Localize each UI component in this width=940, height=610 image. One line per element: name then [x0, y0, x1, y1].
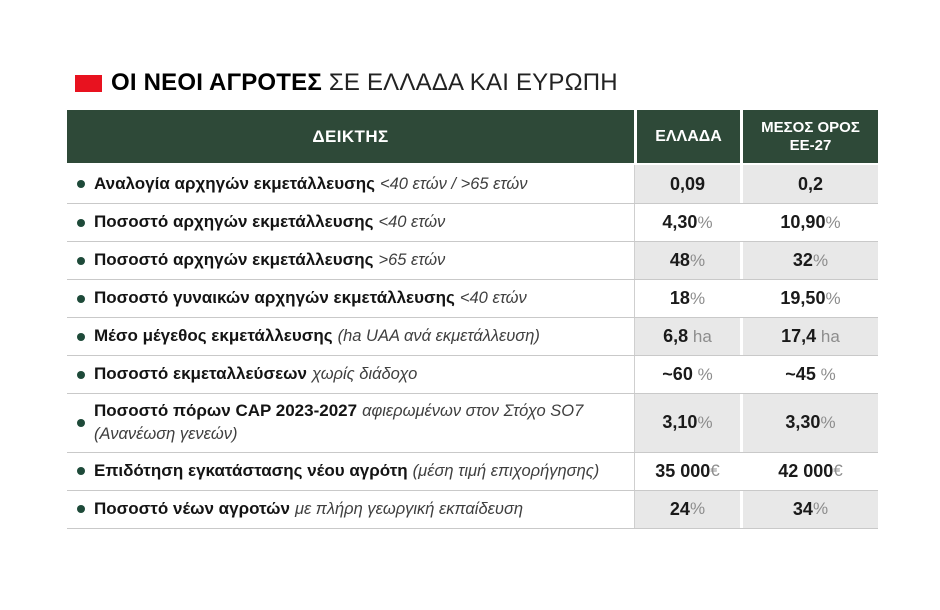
- greece-value: 48: [669, 250, 690, 270]
- greece-value: 24: [669, 498, 690, 519]
- eu-value: ~45: [785, 364, 816, 384]
- greece-unit: ha: [688, 326, 712, 346]
- table-row: [67, 452, 878, 490]
- greece-value: 0,09: [669, 173, 706, 194]
- indicator-cell: [67, 356, 634, 393]
- table-row: [67, 203, 878, 241]
- row-label-bold: Επιδότηση εγκατάστασης νέου αγρότη: [94, 460, 408, 480]
- row-label-bold: Αναλογία αρχηγών εκμετάλλευσης: [94, 173, 375, 193]
- eu-unit: €: [833, 461, 843, 481]
- eu-value-cell: [740, 242, 878, 279]
- eu-value: 10,90: [780, 212, 826, 232]
- row-label: [94, 400, 624, 446]
- row-label-qualifier: >65 ετών: [378, 251, 446, 270]
- row-label-bold: Ποσοστό αρχηγών εκμετάλλευσης: [94, 250, 374, 270]
- eu-value-cell: [740, 356, 878, 393]
- greece-value: ~60: [662, 364, 693, 384]
- bullet-icon: [77, 257, 85, 265]
- header-indicator: ΔΕΙΚΤΗΣ: [67, 110, 634, 163]
- row-label-qualifier: <40 ετών: [378, 213, 446, 232]
- greece-unit: %: [697, 212, 713, 232]
- row-label-bold: Ποσοστό νέων αγροτών: [94, 498, 290, 518]
- row-label: [94, 498, 523, 521]
- row-label-qualifier: (μέση τιμή επιχορήγησης): [412, 461, 600, 480]
- row-label: [94, 325, 540, 348]
- indicator-cell: [67, 165, 634, 203]
- table-row: [67, 165, 878, 203]
- row-label: [94, 287, 527, 310]
- indicator-cell: [67, 242, 634, 279]
- row-label-qualifier: <40 ετών / >65 ετών: [379, 174, 528, 193]
- indicator-cell: [67, 318, 634, 355]
- title-bold: ΟΙ ΝΕΟΙ ΑΓΡΟΤΕΣ: [111, 69, 322, 96]
- eu-value: 34: [792, 498, 813, 519]
- bullet-icon: [77, 371, 85, 379]
- greece-value: 4,30: [662, 212, 698, 232]
- greece-value-cell: [634, 356, 740, 393]
- row-label: [94, 249, 445, 272]
- red-square-icon: [75, 75, 102, 92]
- indicator-cell: [67, 204, 634, 241]
- bullet-icon: [77, 219, 85, 227]
- eu-unit: %: [812, 499, 829, 519]
- bullet-icon: [77, 505, 85, 513]
- indicator-cell: [67, 280, 634, 317]
- eu-unit: %: [825, 288, 841, 308]
- bullet-icon: [77, 419, 85, 427]
- eu-unit: %: [820, 412, 836, 432]
- greece-value-cell: [634, 318, 740, 355]
- row-label-bold: Ποσοστό αρχηγών εκμετάλλευσης: [94, 212, 374, 232]
- eu-value: 19,50: [780, 288, 826, 308]
- bullet-icon: [77, 295, 85, 303]
- row-label-bold: Ποσοστό πόρων CAP 2023-2027: [94, 401, 358, 420]
- row-label-bold: Ποσοστό εκμεταλλεύσεων: [94, 364, 307, 384]
- eu-value-cell: [740, 318, 878, 355]
- table-row: [67, 393, 878, 452]
- eu-value: 42 000: [778, 460, 834, 481]
- indicator-cell: [67, 491, 634, 528]
- header-greece: ΕΛΛΑΔΑ: [634, 110, 740, 163]
- row-label-qualifier: χωρίς διάδοχο: [311, 365, 418, 384]
- indicator-cell: [67, 453, 634, 490]
- eu-value: 17,4: [781, 326, 817, 346]
- young-farmers-table: [67, 110, 878, 529]
- greece-unit: %: [689, 288, 706, 308]
- greece-value-cell: [634, 242, 740, 279]
- row-label-qualifier: με πλήρη γεωργική εκπαίδευση: [294, 499, 524, 518]
- eu-unit: %: [815, 364, 836, 384]
- row-label-qualifier: αφιερωμένων στον Στόχο SO7 (Ανανέωση γενεών): [94, 402, 584, 443]
- greece-value-cell: [634, 280, 740, 317]
- greece-value-cell: [634, 204, 740, 241]
- eu-value: 32: [792, 250, 813, 270]
- table-body: [67, 165, 878, 529]
- row-label-qualifier: (ha UAA ανά εκμετάλλευση): [337, 327, 540, 346]
- header-eu-line2: ΕΕ-27: [789, 136, 832, 154]
- greece-unit: %: [689, 499, 706, 519]
- table-row: [67, 490, 878, 528]
- row-label: [94, 460, 599, 483]
- header-eu-line1: ΜΕΣΟΣ ΟΡΟΣ: [761, 118, 860, 136]
- indicator-cell: [67, 394, 634, 452]
- eu-value-cell: [740, 453, 878, 490]
- eu-value-cell: [740, 165, 878, 203]
- bullet-icon: [77, 180, 85, 188]
- greece-value: 35 000: [655, 460, 711, 481]
- eu-unit: %: [825, 212, 841, 232]
- table-row: [67, 241, 878, 279]
- header-eu-average: [740, 110, 878, 163]
- table-header: [67, 110, 878, 163]
- eu-unit: ha: [816, 326, 840, 346]
- greece-value-cell: [634, 394, 740, 452]
- row-label-qualifier: <40 ετών: [459, 289, 527, 308]
- greece-unit: %: [692, 364, 713, 384]
- eu-value-cell: [740, 204, 878, 241]
- title-text: [111, 69, 618, 97]
- greece-unit: %: [697, 412, 713, 432]
- bullet-icon: [77, 467, 85, 475]
- greece-unit: €: [710, 461, 720, 481]
- row-label: [94, 173, 527, 196]
- row-label: [94, 363, 417, 386]
- table-row: [67, 355, 878, 393]
- eu-value-cell: [740, 280, 878, 317]
- row-label-bold: Μέσο μέγεθος εκμετάλλευσης: [94, 326, 333, 346]
- eu-unit: %: [812, 250, 829, 270]
- table-row: [67, 279, 878, 317]
- greece-value-cell: [634, 453, 740, 490]
- greece-value: 6,8: [663, 326, 689, 346]
- row-label-bold: Ποσοστό γυναικών αρχηγών εκμετάλλευσης: [94, 288, 455, 308]
- greece-value: 18: [669, 288, 690, 308]
- greece-value-cell: [634, 491, 740, 528]
- page-title: [75, 69, 618, 97]
- bullet-icon: [77, 333, 85, 341]
- table-row: [67, 317, 878, 355]
- row-label: [94, 211, 445, 234]
- greece-value: 3,10: [662, 412, 698, 433]
- eu-value: 3,30: [785, 412, 821, 433]
- eu-value-cell: [740, 394, 878, 452]
- title-rest: ΣΕ ΕΛΛΑΔΑ ΚΑΙ ΕΥΡΩΠΗ: [321, 69, 618, 96]
- greece-value-cell: [634, 165, 740, 203]
- greece-unit: %: [689, 250, 706, 270]
- eu-value-cell: [740, 491, 878, 528]
- eu-value: 0,2: [797, 173, 824, 194]
